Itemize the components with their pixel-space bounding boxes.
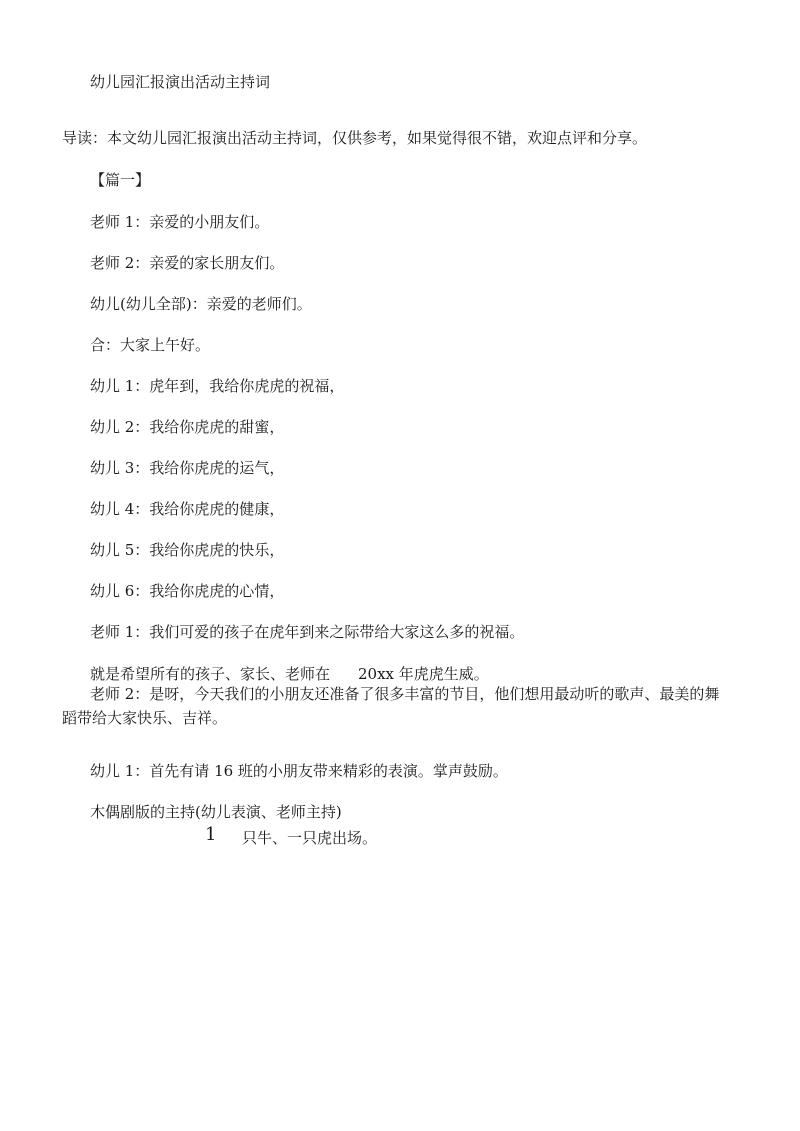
dialogue-line: 幼儿(幼儿全部)：亲爱的老师们。 [90, 295, 312, 313]
puppet-line: 木偶剧版的主持(幼儿表演、老师主持) [90, 803, 342, 821]
hope-line-part2: 20xx 年虎虎生威。 [358, 665, 489, 683]
dialogue-line: 幼儿 6：我给你虎虎的心情， [90, 582, 285, 600]
hope-line-part1: 就是希望所有的孩子、家长、老师在 [90, 665, 331, 683]
list-item-text: 只牛、一只虎出场。 [242, 829, 378, 847]
dialogue-line: 幼儿 5：我给你虎虎的快乐， [90, 541, 285, 559]
teacher2-paragraph: 老师 2：是呀，今天我们的小朋友还准备了很多丰富的节目，他们想用最动听的歌声、最美的舞蹈带给大家快乐、吉祥。 [62, 685, 720, 727]
dialogue-line: 幼儿 4：我给你虎虎的健康， [90, 500, 285, 518]
intro-text: 导读：本文幼儿园汇报演出活动主持词，仅供参考，如果觉得很不错，欢迎点评和分享。 [62, 129, 648, 147]
list-item-number: 1 [205, 824, 217, 845]
dialogue-line: 老师 1：亲爱的小朋友们。 [90, 213, 270, 231]
dialogue-line: 幼儿 1：首先有请 16 班的小朋友带来精彩的表演。掌声鼓励。 [90, 762, 508, 780]
dialogue-line: 合：大家上午好。 [90, 336, 211, 354]
document-title: 幼儿园汇报演出活动主持词 [90, 73, 271, 91]
dialogue-line: 老师 2：亲爱的家长朋友们。 [90, 254, 285, 272]
dialogue-line: 幼儿 2：我给你虎虎的甜蜜， [90, 418, 285, 436]
dialogue-line: 幼儿 1：虎年到，我给你虎虎的祝福， [90, 377, 345, 395]
dialogue-line: 老师 1：我们可爱的孩子在虎年到来之际带给大家这么多的祝福。 [90, 623, 525, 641]
section-heading: 【篇一】 [90, 171, 151, 189]
dialogue-line: 幼儿 3：我给你虎虎的运气， [90, 459, 285, 477]
